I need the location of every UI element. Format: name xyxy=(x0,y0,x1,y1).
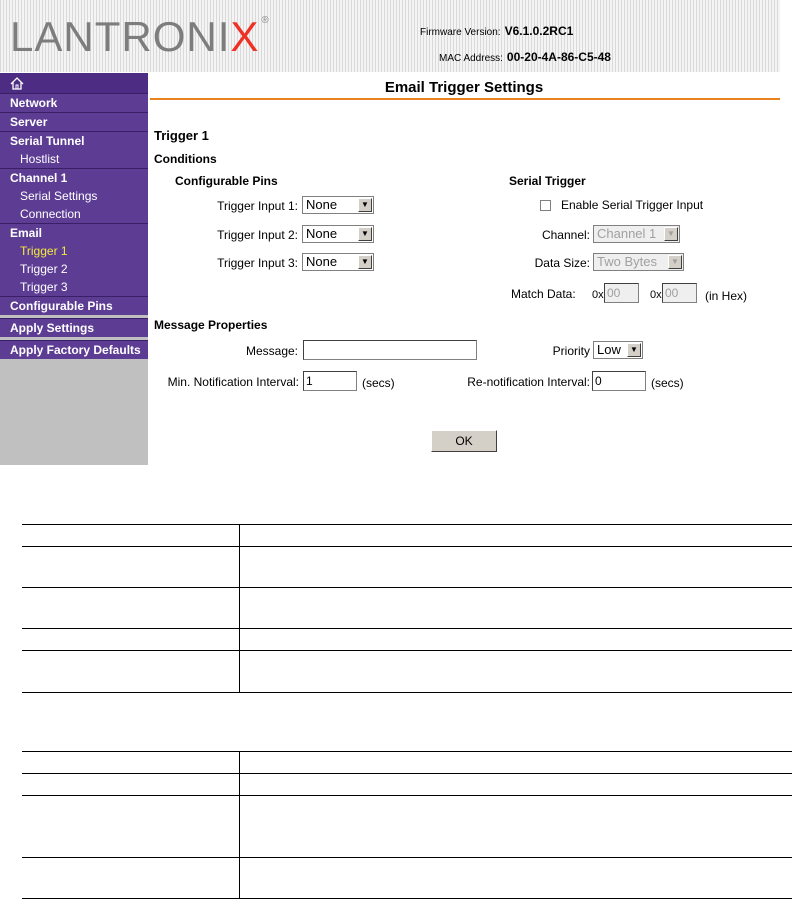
sidebar-item-connection[interactable]: Connection xyxy=(0,205,148,223)
trigger-input-1-label: Trigger Input 1: xyxy=(217,199,298,213)
match-data-byte-1-input[interactable]: 00 xyxy=(604,283,639,303)
dropdown-arrow-icon: ▼ xyxy=(668,255,682,269)
title-divider xyxy=(150,98,780,100)
priority-select[interactable]: Low ▼ xyxy=(593,341,643,359)
configurable-pins-heading: Configurable Pins xyxy=(175,174,278,188)
firmware-value: V6.1.0.2RC1 xyxy=(504,24,574,38)
sidebar-item-network[interactable]: Network xyxy=(0,93,148,112)
sidebar-item-trigger-3[interactable]: Trigger 3 xyxy=(0,278,148,296)
min-interval-unit: (secs) xyxy=(362,376,395,390)
trigger-input-3-select[interactable]: None ▼ xyxy=(302,253,374,271)
hex-prefix-1: 0x xyxy=(592,289,604,301)
trigger-input-2-label: Trigger Input 2: xyxy=(217,228,298,242)
table-2-divider xyxy=(239,751,240,898)
message-label: Message: xyxy=(245,344,298,358)
trigger-heading: Trigger 1 xyxy=(154,128,209,143)
header-banner xyxy=(0,0,780,72)
renotification-interval-label: Re-notification Interval: xyxy=(467,375,590,389)
sidebar-item-serial-settings[interactable]: Serial Settings xyxy=(0,187,148,205)
sidebar-item-trigger-2[interactable]: Trigger 2 xyxy=(0,260,148,278)
table-1-rule xyxy=(22,587,792,588)
mac-value: 00-20-4A-86-C5-48 xyxy=(506,50,611,64)
sidebar-item-trigger-1[interactable]: Trigger 1 xyxy=(0,242,148,260)
ok-button[interactable]: OK xyxy=(431,430,497,452)
table-1-divider xyxy=(239,524,240,692)
sidebar-item-apply-factory-defaults[interactable]: Apply Factory Defaults xyxy=(0,340,148,359)
trigger-input-2-select[interactable]: None ▼ xyxy=(302,225,374,243)
dropdown-arrow-icon: ▼ xyxy=(358,198,372,212)
sidebar-home[interactable] xyxy=(0,73,148,93)
table-1-rule xyxy=(22,628,792,629)
channel-label: Channel: xyxy=(541,228,590,242)
sidebar-item-apply-settings[interactable]: Apply Settings xyxy=(0,318,148,337)
table-1-rule xyxy=(22,524,792,525)
sidebar-item-email[interactable]: Email xyxy=(0,223,148,242)
match-data-byte-2-input[interactable]: 00 xyxy=(662,283,697,303)
sidebar xyxy=(0,73,148,465)
match-data-label: Match Data: xyxy=(511,287,576,301)
renotify-interval-unit: (secs) xyxy=(651,376,684,390)
serial-trigger-heading: Serial Trigger xyxy=(509,174,586,188)
table-1-rule xyxy=(22,650,792,651)
in-hex-label: (in Hex) xyxy=(705,289,748,303)
data-size-select[interactable]: Two Bytes ▼ xyxy=(593,253,684,271)
table-2-rule xyxy=(22,795,792,796)
channel-select[interactable]: Channel 1 ▼ xyxy=(593,225,680,243)
firmware-version: Firmware Version: V6.1.0.2RC1 xyxy=(420,24,574,38)
dropdown-arrow-icon: ▼ xyxy=(358,255,372,269)
table-2-rule xyxy=(22,751,792,752)
trigger-input-3-label: Trigger Input 3: xyxy=(217,256,298,270)
min-notification-interval-input[interactable]: 1 xyxy=(303,371,357,391)
sidebar-item-serial-tunnel[interactable]: Serial Tunnel xyxy=(0,131,148,150)
dropdown-arrow-icon: ▼ xyxy=(358,227,372,241)
dropdown-arrow-icon: ▼ xyxy=(664,227,678,241)
enable-serial-trigger-label: Enable Serial Trigger Input xyxy=(561,198,704,212)
renotification-interval-input[interactable]: 0 xyxy=(592,371,646,391)
table-1-rule xyxy=(22,692,792,693)
dropdown-arrow-icon: ▼ xyxy=(627,343,641,357)
priority-label: Priority xyxy=(552,344,590,358)
main-content xyxy=(148,73,780,465)
mac-address: MAC Address: 00-20-4A-86-C5-48 xyxy=(439,50,611,64)
enable-serial-trigger-checkbox[interactable] xyxy=(540,200,551,211)
home-icon xyxy=(10,77,24,90)
table-2-rule xyxy=(22,898,792,899)
message-input[interactable] xyxy=(303,340,477,360)
sidebar-item-channel-1[interactable]: Channel 1 xyxy=(0,168,148,187)
data-size-label: Data Size: xyxy=(534,256,590,270)
table-2-rule xyxy=(22,773,792,774)
table-2-rule xyxy=(22,857,792,858)
sidebar-item-configurable-pins[interactable]: Configurable Pins xyxy=(0,296,148,315)
page-title: Email Trigger Settings xyxy=(384,79,544,96)
conditions-heading: Conditions xyxy=(154,152,217,166)
sidebar-item-hostlist[interactable]: Hostlist xyxy=(0,150,148,168)
lantronix-logo: LANTRONIX ® xyxy=(10,13,270,60)
message-properties-heading: Message Properties xyxy=(154,318,268,332)
min-notification-interval-label: Min. Notification Interval: xyxy=(167,375,299,389)
sidebar-item-server[interactable]: Server xyxy=(0,112,148,131)
hex-prefix-2: 0x xyxy=(650,289,662,301)
trigger-input-1-select[interactable]: None ▼ xyxy=(302,196,374,214)
table-1-rule xyxy=(22,546,792,547)
